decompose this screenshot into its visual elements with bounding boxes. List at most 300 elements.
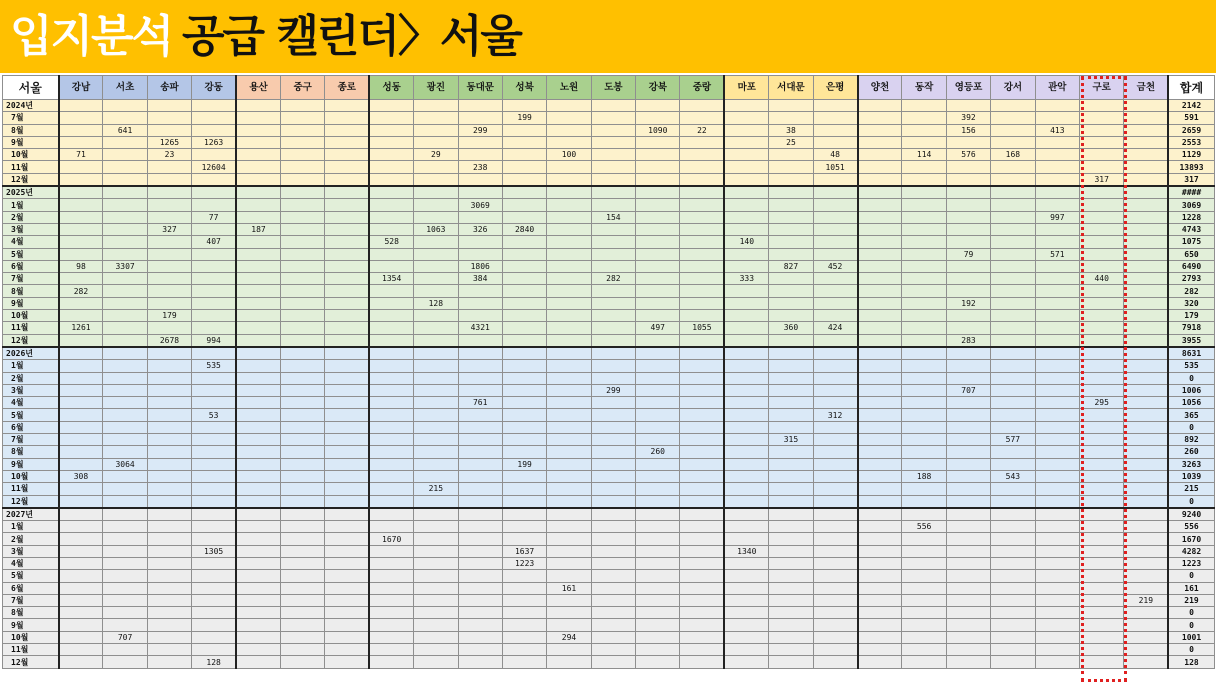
empty-cell [636,136,680,148]
empty-cell [458,384,502,396]
empty-cell [59,495,103,508]
empty-cell [325,644,369,656]
year-cell [458,508,502,521]
year-cell [103,186,147,199]
empty-cell [59,236,103,248]
empty-cell [236,483,280,495]
empty-cell [59,384,103,396]
empty-cell [547,310,591,322]
empty-cell [1124,582,1168,594]
empty-cell [369,322,413,334]
empty-cell [636,211,680,223]
empty-cell [103,273,147,285]
year-cell [858,508,902,521]
empty-cell [858,372,902,384]
empty-cell [458,644,502,656]
year-cell [280,347,324,360]
empty-cell [946,458,990,470]
month-total: 3955 [1168,334,1214,347]
year-cell [902,347,946,360]
empty-cell [636,409,680,421]
column-header-4: 용산 [236,76,280,100]
empty-cell [325,360,369,372]
empty-cell [991,384,1035,396]
empty-cell [236,470,280,482]
empty-cell [502,173,546,186]
empty-cell [1124,434,1168,446]
column-header-24: 금천 [1124,76,1168,100]
empty-cell [147,631,191,643]
empty-cell [369,495,413,508]
empty-cell [280,434,324,446]
empty-cell [946,372,990,384]
empty-cell [414,397,458,409]
empty-cell [103,656,147,668]
empty-cell [769,211,813,223]
month-label: 8월 [3,607,59,619]
empty-cell [680,656,724,668]
empty-cell [414,124,458,136]
empty-cell [280,112,324,124]
month-row [3,173,1215,186]
empty-cell [369,360,413,372]
supply-cell: 3064 [103,458,147,470]
empty-cell [813,285,857,297]
empty-cell [902,631,946,643]
year-cell [103,100,147,112]
month-label: 1월 [3,360,59,372]
empty-cell [813,112,857,124]
empty-cell [902,112,946,124]
empty-cell [369,260,413,272]
year-cell [414,186,458,199]
month-row [3,199,1215,211]
empty-cell [502,607,546,619]
empty-cell [1124,656,1168,668]
empty-cell [724,607,768,619]
empty-cell [369,397,413,409]
month-row [3,297,1215,309]
empty-cell [813,470,857,482]
empty-cell [1124,136,1168,148]
empty-cell [414,236,458,248]
year-cell [458,347,502,360]
empty-cell [103,199,147,211]
empty-cell [236,297,280,309]
month-total: 0 [1168,644,1214,656]
supply-cell: 452 [813,260,857,272]
empty-cell [902,273,946,285]
empty-cell [369,619,413,631]
empty-cell [1035,434,1079,446]
supply-cell: 1305 [192,545,236,557]
year-cell [1079,100,1123,112]
year-cell [680,347,724,360]
empty-cell [1079,594,1123,606]
empty-cell [547,619,591,631]
month-row [3,545,1215,557]
month-label: 9월 [3,136,59,148]
year-cell [858,347,902,360]
empty-cell [280,384,324,396]
month-row [3,248,1215,260]
empty-cell [325,199,369,211]
supply-cell: 260 [636,446,680,458]
supply-cell: 156 [946,124,990,136]
empty-cell [369,384,413,396]
empty-cell [991,521,1035,533]
month-label: 10월 [3,631,59,643]
empty-cell [1035,458,1079,470]
empty-cell [1035,495,1079,508]
year-cell [147,347,191,360]
empty-cell [946,545,990,557]
month-label: 5월 [3,570,59,582]
empty-cell [591,285,635,297]
empty-cell [192,533,236,545]
empty-cell [1035,161,1079,173]
empty-cell [369,521,413,533]
empty-cell [369,285,413,297]
year-cell [636,508,680,521]
supply-cell: 707 [946,384,990,396]
empty-cell [192,483,236,495]
empty-cell [1035,594,1079,606]
empty-cell [280,470,324,482]
empty-cell [325,434,369,446]
empty-cell [636,434,680,446]
empty-cell [502,285,546,297]
empty-cell [369,310,413,322]
empty-cell [414,631,458,643]
empty-cell [680,372,724,384]
empty-cell [991,273,1035,285]
supply-cell: 413 [1035,124,1079,136]
empty-cell [325,161,369,173]
empty-cell [369,570,413,582]
empty-cell [414,248,458,260]
empty-cell [724,582,768,594]
empty-cell [147,545,191,557]
empty-cell [1079,545,1123,557]
empty-cell [502,248,546,260]
empty-cell [369,149,413,161]
empty-cell [724,421,768,433]
empty-cell [547,533,591,545]
empty-cell [1124,619,1168,631]
empty-cell [636,594,680,606]
empty-cell [458,533,502,545]
empty-cell [103,619,147,631]
empty-cell [147,285,191,297]
month-total: 650 [1168,248,1214,260]
empty-cell [636,112,680,124]
month-row [3,582,1215,594]
empty-cell [103,434,147,446]
empty-cell [1124,260,1168,272]
empty-cell [414,112,458,124]
empty-cell [192,434,236,446]
empty-cell [325,483,369,495]
empty-cell [369,421,413,433]
empty-cell [858,149,902,161]
empty-cell [813,446,857,458]
supply-cell: 179 [147,310,191,322]
empty-cell [59,607,103,619]
year-cell [858,186,902,199]
empty-cell [991,248,1035,260]
empty-cell [858,446,902,458]
empty-cell [991,545,1035,557]
year-cell [1079,347,1123,360]
empty-cell [192,397,236,409]
empty-cell [636,458,680,470]
empty-cell [192,149,236,161]
empty-cell [769,631,813,643]
month-row [3,322,1215,334]
month-row [3,533,1215,545]
empty-cell [1079,644,1123,656]
empty-cell [858,458,902,470]
month-row [3,557,1215,569]
year-cell [414,100,458,112]
empty-cell [236,421,280,433]
empty-cell [680,248,724,260]
empty-cell [680,619,724,631]
total-header: 합계 [1168,76,1214,100]
empty-cell [813,397,857,409]
year-cell [769,508,813,521]
empty-cell [1079,136,1123,148]
empty-cell [946,483,990,495]
supply-cell: 827 [769,260,813,272]
empty-cell [547,521,591,533]
empty-cell [414,446,458,458]
empty-cell [103,446,147,458]
supply-cell: 315 [769,434,813,446]
empty-cell [1124,372,1168,384]
year-cell [902,508,946,521]
supply-cell: 543 [991,470,1035,482]
empty-cell [547,656,591,668]
year-cell [902,100,946,112]
supply-cell: 128 [192,656,236,668]
empty-cell [946,285,990,297]
empty-cell [1079,656,1123,668]
empty-cell [1124,384,1168,396]
empty-cell [103,644,147,656]
empty-cell [280,173,324,186]
empty-cell [1079,446,1123,458]
empty-cell [946,557,990,569]
supply-cell: 1806 [458,260,502,272]
empty-cell [325,397,369,409]
empty-cell [858,397,902,409]
month-row [3,372,1215,384]
empty-cell [636,644,680,656]
empty-cell [59,421,103,433]
empty-cell [59,557,103,569]
empty-cell [414,607,458,619]
empty-cell [59,483,103,495]
year-cell [769,347,813,360]
empty-cell [325,372,369,384]
empty-cell [1035,545,1079,557]
empty-cell [59,297,103,309]
empty-cell [902,236,946,248]
empty-cell [325,223,369,235]
empty-cell [414,285,458,297]
empty-cell [858,644,902,656]
empty-cell [547,397,591,409]
empty-cell [547,322,591,334]
empty-cell [103,545,147,557]
month-label: 7월 [3,273,59,285]
empty-cell [813,360,857,372]
month-label: 9월 [3,297,59,309]
empty-cell [192,557,236,569]
empty-cell [1124,360,1168,372]
empty-cell [369,223,413,235]
empty-cell [502,199,546,211]
empty-cell [325,173,369,186]
empty-cell [1124,607,1168,619]
empty-cell [325,273,369,285]
empty-cell [680,360,724,372]
empty-cell [902,495,946,508]
empty-cell [591,248,635,260]
empty-cell [458,136,502,148]
empty-cell [1124,397,1168,409]
empty-cell [680,607,724,619]
empty-cell [769,397,813,409]
empty-cell [280,297,324,309]
empty-cell [547,470,591,482]
month-total: 282 [1168,285,1214,297]
year-cell [902,186,946,199]
empty-cell [1079,495,1123,508]
empty-cell [858,260,902,272]
empty-cell [458,149,502,161]
empty-cell [502,570,546,582]
empty-cell [946,446,990,458]
supply-cell: 48 [813,149,857,161]
empty-cell [858,631,902,643]
year-cell [680,100,724,112]
year-cell [192,186,236,199]
empty-cell [724,594,768,606]
empty-cell [236,631,280,643]
empty-cell [858,470,902,482]
month-label: 12월 [3,495,59,508]
empty-cell [192,322,236,334]
month-label: 9월 [3,619,59,631]
year-cell [59,100,103,112]
empty-cell [236,446,280,458]
empty-cell [147,211,191,223]
supply-cell: 128 [414,297,458,309]
empty-cell [769,285,813,297]
supply-cell: 219 [1124,594,1168,606]
empty-cell [1079,384,1123,396]
empty-cell [769,372,813,384]
empty-cell [280,644,324,656]
empty-cell [591,334,635,347]
empty-cell [369,582,413,594]
empty-cell [192,372,236,384]
empty-cell [591,521,635,533]
column-header-5: 중구 [280,76,324,100]
empty-cell [813,607,857,619]
month-total: 535 [1168,360,1214,372]
supply-cell: 392 [946,112,990,124]
empty-cell [680,582,724,594]
month-total: 0 [1168,619,1214,631]
month-label: 4월 [3,236,59,248]
empty-cell [991,199,1035,211]
empty-cell [813,557,857,569]
empty-cell [147,161,191,173]
empty-cell [813,631,857,643]
empty-cell [502,409,546,421]
empty-cell [458,446,502,458]
empty-cell [946,199,990,211]
empty-cell [991,112,1035,124]
empty-cell [591,446,635,458]
empty-cell [636,470,680,482]
empty-cell [591,582,635,594]
month-row [3,521,1215,533]
empty-cell [147,557,191,569]
empty-cell [1079,483,1123,495]
month-row [3,273,1215,285]
empty-cell [458,434,502,446]
empty-cell [724,149,768,161]
empty-cell [547,360,591,372]
empty-cell [724,211,768,223]
empty-cell [236,124,280,136]
month-row [3,397,1215,409]
supply-cell: 2840 [502,223,546,235]
month-total: 260 [1168,446,1214,458]
empty-cell [1035,310,1079,322]
empty-cell [724,384,768,396]
empty-cell [280,149,324,161]
column-header-13: 강북 [636,76,680,100]
empty-cell [724,434,768,446]
month-label: 7월 [3,112,59,124]
empty-cell [769,248,813,260]
empty-cell [946,161,990,173]
empty-cell [680,557,724,569]
empty-cell [1079,211,1123,223]
empty-cell [59,446,103,458]
empty-cell [591,199,635,211]
empty-cell [858,322,902,334]
supply-cell: 1090 [636,124,680,136]
empty-cell [458,631,502,643]
empty-cell [769,273,813,285]
empty-cell [636,360,680,372]
empty-cell [1079,149,1123,161]
column-header-16: 서대문 [769,76,813,100]
empty-cell [414,434,458,446]
empty-cell [902,594,946,606]
empty-cell [591,458,635,470]
empty-cell [103,223,147,235]
empty-cell [769,161,813,173]
empty-cell [458,211,502,223]
